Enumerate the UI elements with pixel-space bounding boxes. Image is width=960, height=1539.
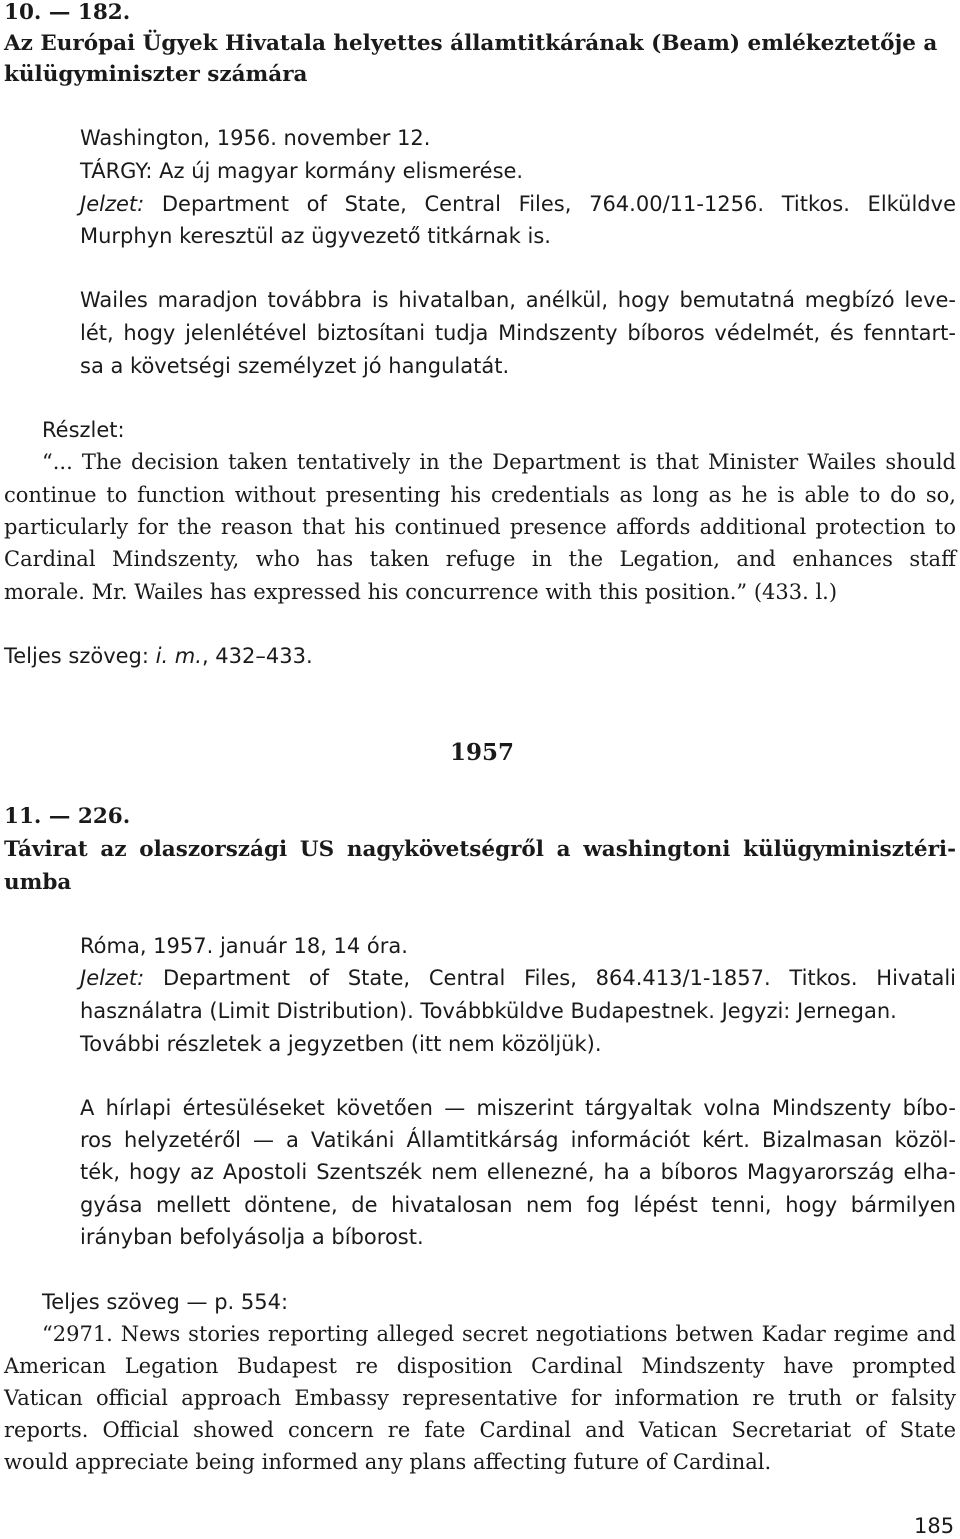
page-number: 185 (914, 1514, 955, 1538)
excerpt-line: morale. Mr. Wailes has expressed his concurrence with this position.” (433. l.) (4, 580, 838, 604)
telegram-line: “2971. News stories reporting alleged secret negotiations betwen Kadar regime and (42, 1322, 956, 1346)
excerpt-line: Cardinal Mindszenty, who has taken refuge in the Legation, and enhances staff (4, 547, 956, 571)
year-heading: 1957 (450, 739, 515, 766)
reference-line-cont: Murphyn keresztül az ügyvezető titkárnak is. (80, 224, 551, 248)
subject-line: TÁRGY: Az új magyar kormány elismerése. (80, 159, 524, 183)
reference-line-cont: használatra (Limit Distribution). Továbbküldve Budapestnek. Jegyzi: Jernegan. (80, 999, 897, 1023)
reference-text: Department of State, Central Files, 764.00/11-1256. Titkos. Elküldve (161, 192, 956, 216)
date-line: Róma, 1957. január 18, 14 óra. (80, 934, 408, 958)
summary-line: ték, hogy az Apostoli Szentszék nem ellenezné, ha a bíboros Magyarország elha- (80, 1160, 956, 1184)
summary-line: lét, hogy jelenlétével biztosítani tudja Mindszenty bíboros védelmét, és fenntart- (80, 321, 956, 345)
doc-title-cont: umba (4, 870, 72, 895)
full-text-label: Teljes szöveg — p. 554: (42, 1290, 289, 1314)
excerpt-line: particularly for the reason that his continued presence affords additional protection to (4, 515, 956, 539)
doc-number: 11. — 226. (4, 804, 131, 829)
date-line: Washington, 1956. november 12. (80, 126, 431, 150)
telegram-line: American Legation Budapest re disposition Cardinal Mindszenty have prompted (4, 1354, 956, 1378)
doc-title: Távirat az olaszországi US nagykövetségről a washingtoni külügyminisztéri- (4, 837, 956, 862)
reference-label: Jelzet: (80, 966, 145, 990)
summary-line: sa a követségi személyzet jó hangulatát. (80, 354, 510, 378)
summary-line: Wailes maradjon továbbra is hivatalban, anélkül, hogy bemutatná megbízó leve- (80, 288, 956, 312)
doc-title: Az Európai Ügyek Hivatala helyettes államtitkárának (Beam) emlékeztetője a (4, 31, 938, 56)
full-text-ibid: i. m. (155, 644, 202, 668)
full-text-reference (4, 646, 313, 667)
reference-line (80, 194, 956, 215)
reference-line-cont: További részletek a jegyzetben (itt nem közöljük). (80, 1032, 602, 1056)
telegram-line: Vatican official approach Embassy representative for information re truth or falsity (4, 1386, 956, 1410)
doc-number: 10. — 182. (4, 0, 131, 25)
reference-text: Department of State, Central Files, 864.413/1-1857. Titkos. Hivatali (162, 966, 956, 990)
excerpt-line: continue to function without presenting his credentials as long as he is able to do so, (4, 483, 956, 507)
telegram-line: would appreciate being informed any plans affecting future of Cardinal. (4, 1450, 772, 1474)
summary-line: ros helyzetéről — a Vatikáni Államtitkárság információt kért. Bizalmasan közöl- (80, 1128, 956, 1152)
full-text-pages: , 432–433. (201, 644, 313, 668)
excerpt-line: “... The decision taken tentatively in the Department is that Minister Wailes should (42, 450, 956, 474)
summary-line: A hírlapi értesüléseket követően — miszerint tárgyaltak volna Mindszenty bíbo- (80, 1096, 956, 1120)
full-text-prefix: Teljes szöveg: (4, 644, 156, 668)
excerpt-label: Részlet: (42, 418, 125, 442)
telegram-line: reports. Official showed concern re fate Cardinal and Vatican Secretariat of State (4, 1418, 956, 1442)
summary-line: irányban befolyásolja a bíborost. (80, 1225, 424, 1249)
reference-label: Jelzet: (80, 192, 145, 216)
reference-line (80, 968, 956, 989)
doc-title-cont: külügyminiszter számára (4, 62, 308, 87)
summary-line: gyása mellett döntene, de hivatalosan nem fog lépést tenni, hogy bármilyen (80, 1193, 956, 1217)
